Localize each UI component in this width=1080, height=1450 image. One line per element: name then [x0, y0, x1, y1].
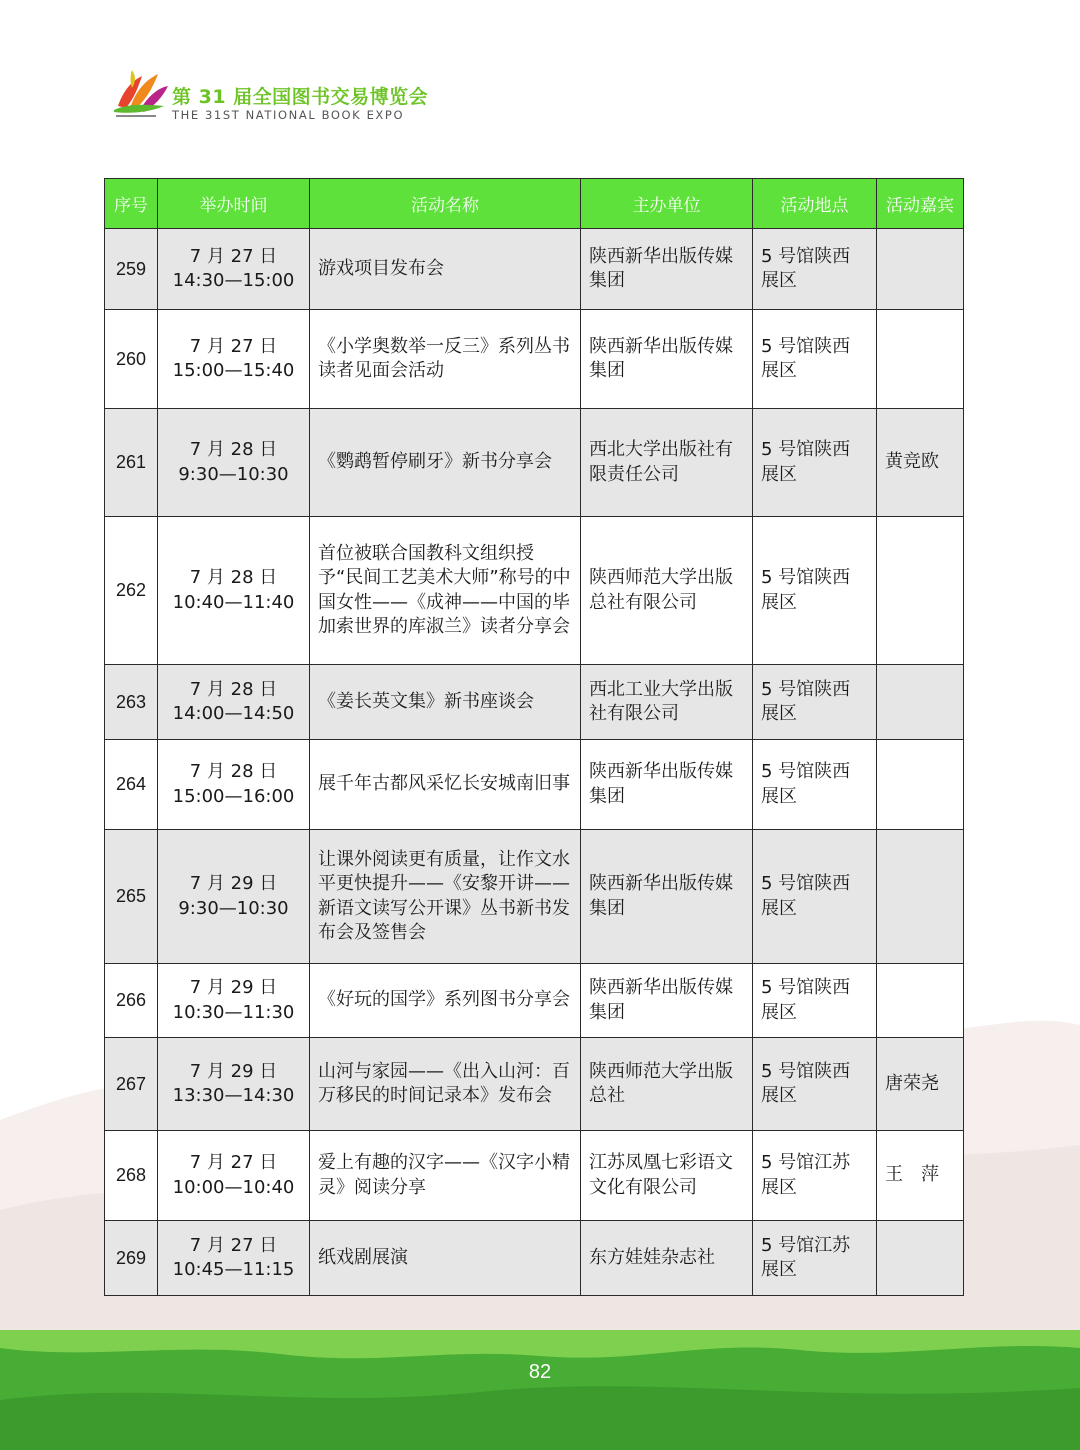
- column-header-organizer: 主办单位: [581, 179, 753, 229]
- row-venue: 5 号馆陕西展区: [753, 740, 877, 830]
- row-date: 7 月 29 日: [189, 977, 278, 998]
- row-time: [158, 1221, 310, 1296]
- row-time-range: 14:30—15:00: [172, 270, 295, 291]
- expo-header: [112, 66, 532, 126]
- row-event-name: 爱上有趣的汉字——《汉字小精灵》阅读分享: [310, 1131, 581, 1221]
- row-event-name: 纸戏剧展演: [310, 1221, 581, 1296]
- row-venue: 5 号馆陕西展区: [753, 310, 877, 409]
- column-header-event-name: 活动名称: [310, 179, 581, 229]
- table-header-row: [105, 179, 964, 229]
- row-guest: 王 萍: [877, 1131, 964, 1221]
- row-event-name: 《姜长英文集》新书座谈会: [310, 665, 581, 740]
- row-date: 7 月 27 日: [189, 1152, 278, 1173]
- row-time: [158, 964, 310, 1038]
- row-time: [158, 517, 310, 665]
- row-venue: 5 号馆江苏展区: [753, 1221, 877, 1296]
- column-header-time: 举办时间: [158, 179, 310, 229]
- footer-green-hills: [0, 1330, 1080, 1450]
- row-event-name: 《好玩的国学》系列图书分享会: [310, 964, 581, 1038]
- row-event-name: 展千年古都风采忆长安城南旧事: [310, 740, 581, 830]
- row-organizer: 江苏凤凰七彩语文文化有限公司: [581, 1131, 753, 1221]
- row-organizer: 西北工业大学出版社有限公司: [581, 665, 753, 740]
- row-venue: 5 号馆陕西展区: [753, 517, 877, 665]
- row-time-range: 13:30—14:30: [172, 1085, 295, 1106]
- row-venue: 5 号馆陕西展区: [753, 964, 877, 1038]
- table-row: [105, 740, 964, 830]
- row-date: 7 月 28 日: [189, 567, 278, 588]
- row-number: 265: [105, 830, 158, 964]
- column-header-venue: 活动地点: [753, 179, 877, 229]
- row-guest: [877, 229, 964, 310]
- row-organizer: 陕西新华出版传媒集团: [581, 964, 753, 1038]
- row-time: [158, 229, 310, 310]
- row-date: 7 月 29 日: [189, 1060, 278, 1082]
- row-time: [158, 740, 310, 830]
- row-event-name: 游戏项目发布会: [310, 229, 581, 310]
- row-event-name: 首位被联合国教科文组织授予“民间工艺美术大师”称号的中国女性——《成神——中国的毕加索世界的库淑兰》读者分享会: [310, 517, 581, 665]
- row-event-name: 《鹦鹉暂停刷牙》新书分享会: [310, 409, 581, 517]
- row-date: 7 月 27 日: [189, 1234, 278, 1256]
- row-organizer: 陕西师范大学出版总社: [581, 1038, 753, 1131]
- row-time: [158, 310, 310, 409]
- row-venue: 5 号馆陕西展区: [753, 665, 877, 740]
- row-organizer: 陕西师范大学出版总社有限公司: [581, 517, 753, 665]
- row-date: 7 月 29 日: [189, 873, 278, 894]
- row-organizer: 西北大学出版社有限责任公司: [581, 409, 753, 517]
- row-guest: [877, 517, 964, 665]
- row-guest: [877, 964, 964, 1038]
- row-guest: 唐荣尧: [877, 1038, 964, 1131]
- row-guest: [877, 310, 964, 409]
- row-number: 262: [105, 517, 158, 665]
- row-guest: [877, 1221, 964, 1296]
- row-number: 267: [105, 1038, 158, 1131]
- row-date: 7 月 27 日: [189, 335, 278, 357]
- row-time-range: 9:30—10:30: [178, 897, 289, 919]
- row-time-range: 10:45—11:15: [172, 1259, 295, 1280]
- row-time: [158, 1131, 310, 1221]
- row-venue: 5 号馆陕西展区: [753, 229, 877, 310]
- table-row: [105, 517, 964, 665]
- table-row: [105, 310, 964, 409]
- row-number: 269: [105, 1221, 158, 1296]
- table-row: [105, 229, 964, 310]
- row-event-name: 《小学奥数举一反三》系列丛书读者见面会活动: [310, 310, 581, 409]
- row-date: 7 月 27 日: [189, 245, 278, 267]
- page-number: 82: [528, 1361, 552, 1383]
- row-venue: 5 号馆江苏展区: [753, 1131, 877, 1221]
- row-time: [158, 1038, 310, 1131]
- row-time: [158, 830, 310, 964]
- table-row: [105, 665, 964, 740]
- row-number: 259: [105, 229, 158, 310]
- row-time-range: 10:30—11:30: [172, 1001, 295, 1023]
- row-number: 260: [105, 310, 158, 409]
- row-organizer: 陕西新华出版传媒集团: [581, 229, 753, 310]
- row-organizer: 东方娃娃杂志社: [581, 1221, 753, 1296]
- row-time: [158, 409, 310, 517]
- row-time-range: 14:00—14:50: [172, 703, 295, 724]
- table-row: [105, 409, 964, 517]
- row-guest: 黄竞欧: [877, 409, 964, 517]
- row-time-range: 10:40—11:40: [172, 591, 295, 613]
- row-time-range: 15:00—16:00: [172, 785, 295, 807]
- row-date: 7 月 28 日: [189, 761, 278, 782]
- row-venue: 5 号馆陕西展区: [753, 409, 877, 517]
- expo-logo-icon: [112, 66, 172, 122]
- table-row: [105, 830, 964, 964]
- expo-title: 第 31 届全国图书交易博览会: [172, 86, 429, 108]
- row-time-range: 15:00—15:40: [172, 360, 295, 381]
- row-number: 268: [105, 1131, 158, 1221]
- column-header-guest: 活动嘉宾: [877, 179, 964, 229]
- row-guest: [877, 830, 964, 964]
- row-time-range: 10:00—10:40: [172, 1176, 295, 1198]
- row-venue: 5 号馆陕西展区: [753, 830, 877, 964]
- row-guest: [877, 665, 964, 740]
- row-organizer: 陕西新华出版传媒集团: [581, 310, 753, 409]
- row-date: 7 月 28 日: [189, 678, 278, 700]
- event-schedule-table: [104, 178, 964, 1296]
- row-event-name: 让课外阅读更有质量，让作文水平更快提升——《安黎开讲——新语文读写公开课》丛书新书发布会及签售会: [310, 830, 581, 964]
- row-organizer: 陕西新华出版传媒集团: [581, 830, 753, 964]
- table-row: [105, 1038, 964, 1131]
- table-row: [105, 1131, 964, 1221]
- row-number: 261: [105, 409, 158, 517]
- row-number: 263: [105, 665, 158, 740]
- row-organizer: 陕西新华出版传媒集团: [581, 740, 753, 830]
- table-row: [105, 1221, 964, 1296]
- row-event-name: 山河与家园——《出入山河：百万移民的时间记录本》发布会: [310, 1038, 581, 1131]
- row-number: 266: [105, 964, 158, 1038]
- row-date: 7 月 28 日: [189, 439, 278, 460]
- row-time: [158, 665, 310, 740]
- column-header-number: 序号: [105, 179, 158, 229]
- row-guest: [877, 740, 964, 830]
- row-time-range: 9:30—10:30: [178, 463, 289, 485]
- row-number: 264: [105, 740, 158, 830]
- expo-subtitle: THE 31ST NATIONAL BOOK EXPO: [172, 108, 405, 122]
- table-row: [105, 964, 964, 1038]
- row-venue: 5 号馆陕西展区: [753, 1038, 877, 1131]
